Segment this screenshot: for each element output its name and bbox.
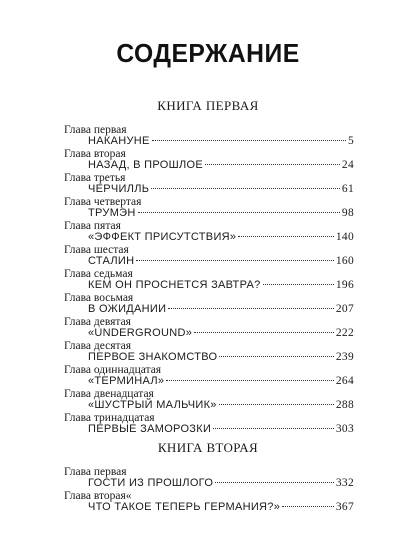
chapter-title: «ТЕРМИНАЛ» bbox=[88, 375, 165, 387]
chapter-title: НАКАНУНЕ bbox=[88, 135, 150, 147]
page-number: 5 bbox=[347, 135, 354, 147]
chapter-title: ЧЕРЧИЛЛЬ bbox=[88, 183, 150, 195]
chapter-label: Глава шестая bbox=[64, 244, 129, 256]
dot-leader bbox=[151, 188, 340, 189]
book-heading: КНИГА ПЕРВАЯ bbox=[157, 98, 259, 113]
chapter-entry[interactable] bbox=[64, 231, 354, 245]
book-heading: КНИГА ВТОРАЯ bbox=[157, 440, 259, 455]
page-number: 332 bbox=[335, 477, 354, 489]
chapter-label: Глава пятая bbox=[64, 220, 121, 232]
page-number: 196 bbox=[335, 279, 354, 291]
dot-leader bbox=[213, 428, 334, 429]
chapter-label: Глава десятая bbox=[64, 340, 132, 352]
chapter-title: «ЭФФЕКТ ПРИСУТСТВИЯ» bbox=[88, 231, 237, 243]
dot-leader bbox=[166, 380, 334, 381]
dot-leader bbox=[138, 212, 340, 213]
page-number: 367 bbox=[335, 501, 354, 513]
chapter-title: ПЕРВЫЕ ЗАМОРОЗКИ bbox=[88, 423, 212, 435]
chapter-label: Глава двенадцатая bbox=[64, 388, 154, 400]
page-number: 303 bbox=[335, 423, 354, 435]
chapter-title: СТАЛИН bbox=[88, 255, 135, 267]
chapter-title: КЕМ ОН ПРОСНЕТСЯ ЗАВТРА? bbox=[88, 279, 261, 291]
chapter-title: ГОСТИ ИЗ ПРОШЛОГО bbox=[88, 477, 214, 489]
chapter-label: Глава вторая« bbox=[64, 490, 132, 502]
dot-leader bbox=[205, 164, 340, 165]
dot-leader bbox=[168, 308, 334, 309]
chapter-entry[interactable] bbox=[64, 399, 354, 413]
chapter-label: Глава вторая bbox=[64, 148, 126, 160]
page-number: 98 bbox=[341, 207, 354, 219]
chapter-label: Глава четвертая bbox=[64, 196, 142, 208]
chapter-entry[interactable] bbox=[64, 279, 354, 293]
page-number: 61 bbox=[341, 183, 354, 195]
chapter-title: НАЗАД, В ПРОШЛОЕ bbox=[88, 159, 204, 171]
chapter-entry[interactable] bbox=[64, 255, 354, 269]
dot-leader bbox=[238, 236, 334, 237]
chapter-entry[interactable] bbox=[64, 327, 354, 341]
chapter-label: Глава восьмая bbox=[64, 292, 134, 304]
dot-leader bbox=[136, 260, 333, 261]
page-number: 140 bbox=[335, 231, 354, 243]
page-number: 264 bbox=[335, 375, 354, 387]
chapter-entry[interactable] bbox=[64, 351, 354, 365]
chapter-label: Глава первая bbox=[64, 124, 127, 136]
dot-leader bbox=[152, 140, 346, 141]
chapter-entry[interactable] bbox=[64, 501, 354, 515]
dot-leader bbox=[263, 284, 334, 285]
chapter-entry[interactable] bbox=[64, 159, 354, 173]
page-number: 160 bbox=[335, 255, 354, 267]
chapter-entry[interactable] bbox=[64, 207, 354, 221]
chapter-label: Глава третья bbox=[64, 172, 126, 184]
dot-leader bbox=[282, 506, 334, 507]
chapter-label: Глава первая bbox=[64, 466, 127, 478]
page-number: 222 bbox=[335, 327, 354, 339]
page-number: 24 bbox=[341, 159, 354, 171]
dot-leader bbox=[219, 404, 334, 405]
chapter-label: Глава одиннадцатая bbox=[64, 364, 162, 376]
chapter-title: «ШУСТРЫЙ МАЛЬЧИК» bbox=[88, 399, 217, 411]
page-number: 239 bbox=[335, 351, 354, 363]
page-title: СОДЕРЖАНИЕ bbox=[116, 38, 300, 68]
page-number: 288 bbox=[335, 399, 354, 411]
chapter-title: «UNDERGROUND» bbox=[88, 327, 193, 339]
chapter-label: Глава тринадцатая bbox=[64, 412, 155, 424]
chapter-title: ЧТО ТАКОЕ ТЕПЕРЬ ГЕРМАНИЯ?» bbox=[88, 501, 281, 513]
chapter-entry[interactable] bbox=[64, 183, 354, 197]
chapter-label: Глава седьмая bbox=[64, 268, 133, 280]
chapter-title: В ОЖИДАНИИ bbox=[88, 303, 167, 315]
dot-leader bbox=[194, 332, 334, 333]
page-number: 207 bbox=[335, 303, 354, 315]
chapter-entry[interactable] bbox=[64, 303, 354, 317]
dot-leader bbox=[219, 356, 333, 357]
chapter-title: ТРУМЭН bbox=[88, 207, 136, 219]
chapter-title: ПЕРВОЕ ЗНАКОМСТВО bbox=[88, 351, 218, 363]
dot-leader bbox=[215, 482, 334, 483]
chapter-entry[interactable] bbox=[64, 375, 354, 389]
chapter-entry[interactable] bbox=[64, 423, 354, 437]
chapter-entry[interactable] bbox=[64, 477, 354, 491]
chapter-entry[interactable] bbox=[64, 135, 354, 149]
chapter-label: Глава девятая bbox=[64, 316, 131, 328]
